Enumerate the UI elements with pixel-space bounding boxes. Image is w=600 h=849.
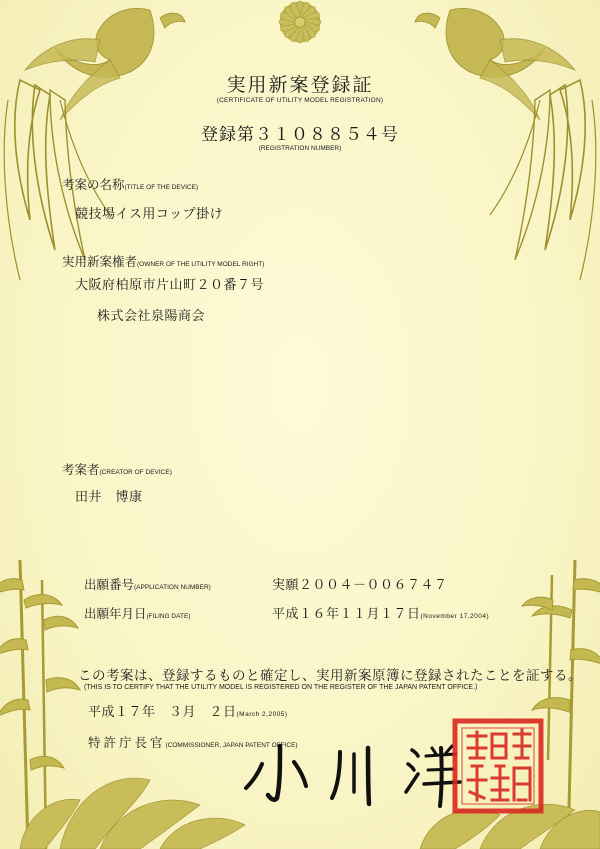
certificate-title: 実用新案登録証	[226, 74, 374, 96]
filing-date-value-jp: 平成１６年１１月１７日	[272, 607, 421, 622]
filing-date-label-jp: 出願年月日	[84, 606, 147, 621]
filing-date-value-en: (November 17,2004)	[420, 613, 490, 620]
application-number-label-en: (APPLICATION NUMBER)	[134, 584, 211, 591]
issue-date-jp: 平成１７年 ３月 ２日	[88, 705, 237, 720]
application-number-label	[84, 575, 211, 593]
application-number-label-jp: 出願番号	[84, 577, 135, 592]
owner-label-jp: 実用新案権者	[62, 254, 138, 269]
filing-date-value	[272, 603, 489, 622]
issue-date	[88, 701, 288, 720]
owner-label-en: (OWNER OF THE UTILITY MODEL RIGHT)	[137, 261, 265, 268]
registration-number-en: (REGISTRATION NUMBER)	[258, 145, 342, 152]
commissioner-label-jp: 特許庁長官	[88, 735, 166, 750]
commissioner-label-en: (COMMISSIONER, JAPAN PATENT OFFICE)	[165, 742, 298, 749]
creator-label-jp: 考案者	[62, 462, 100, 477]
chrysanthemum-crest-icon	[279, 1, 321, 43]
creator-name: 田井 博康	[75, 490, 143, 505]
application-number-value: 実願２００４－００６７４７	[272, 578, 448, 593]
device-title-label-jp: 考案の名称	[62, 177, 125, 192]
owner-label	[62, 252, 264, 270]
owner-address: 大阪府柏原市片山町２０番７号	[75, 278, 265, 293]
filing-date-label	[84, 604, 190, 622]
device-title-value: 競技場イス用コップ掛け	[75, 207, 224, 222]
device-title-label	[62, 175, 198, 193]
certificate-title-en: (CERTIFICATE OF UTILITY MODEL REGISTRATION)	[216, 97, 384, 104]
owner-name: 株式会社泉陽商会	[97, 309, 206, 324]
certification-statement: この考案は、登録するものと確定し、実用新案原簿に登録されたことを証する。	[78, 668, 582, 684]
certification-statement-en: (THIS IS TO CERTIFY THAT THE UTILITY MODEL IS REGISTERED ON THE REGISTER OF THE JAPAN PATENT OFFICE.)	[84, 684, 478, 691]
registration-number: 登録第３１０８８５４号	[201, 125, 399, 145]
filing-date-label-en: (FILING DATE)	[146, 613, 191, 620]
commissioner-signature	[240, 740, 470, 810]
creator-label	[62, 460, 172, 478]
creator-label-en: (CREATOR OF DEVICE)	[99, 469, 172, 476]
device-title-label-en: (TITLE OF THE DEVICE)	[124, 184, 199, 191]
official-seal	[452, 718, 544, 814]
issue-date-en: (March 2,2005)	[236, 711, 288, 718]
